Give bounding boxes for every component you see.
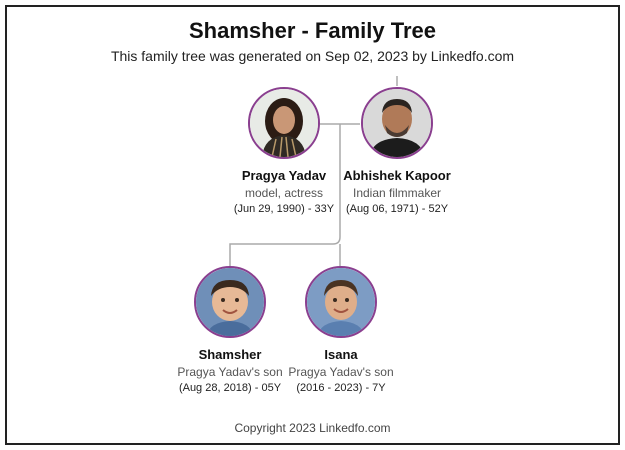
- person-card-isana[interactable]: [261, 266, 421, 394]
- baby-portrait-icon: [194, 266, 266, 338]
- person-dates: (Aug 06, 1971) - 52Y: [345, 203, 449, 215]
- woman-portrait-icon: [248, 87, 320, 159]
- person-name: Pragya Yadav: [241, 168, 327, 183]
- person-name: Abhishek Kapoor: [343, 168, 451, 183]
- man-portrait-icon: [361, 87, 433, 159]
- child-portrait-icon: [305, 266, 377, 338]
- person-dates: (Jun 29, 1990) - 33Y: [233, 203, 335, 215]
- copyright-footer: Copyright 2023 Linkedfo.com: [234, 421, 391, 435]
- person-name: Shamsher: [198, 347, 262, 362]
- person-card-abhishek-kapoor[interactable]: [317, 87, 477, 215]
- person-description: Pragya Yadav's son: [288, 365, 394, 379]
- person-dates: (2016 - 2023) - 7Y: [296, 382, 386, 394]
- person-description: Pragya Yadav's son: [177, 365, 283, 379]
- person-description: model, actress: [244, 186, 324, 200]
- person-description: Indian filmmaker: [352, 186, 442, 200]
- person-name: Isana: [324, 347, 358, 362]
- page-subtitle: This family tree was generated on Sep 02, 2023 by Linkedfo.com: [110, 48, 515, 64]
- person-dates: (Aug 28, 2018) - 05Y: [178, 382, 282, 394]
- page-title: Shamsher - Family Tree: [189, 18, 436, 43]
